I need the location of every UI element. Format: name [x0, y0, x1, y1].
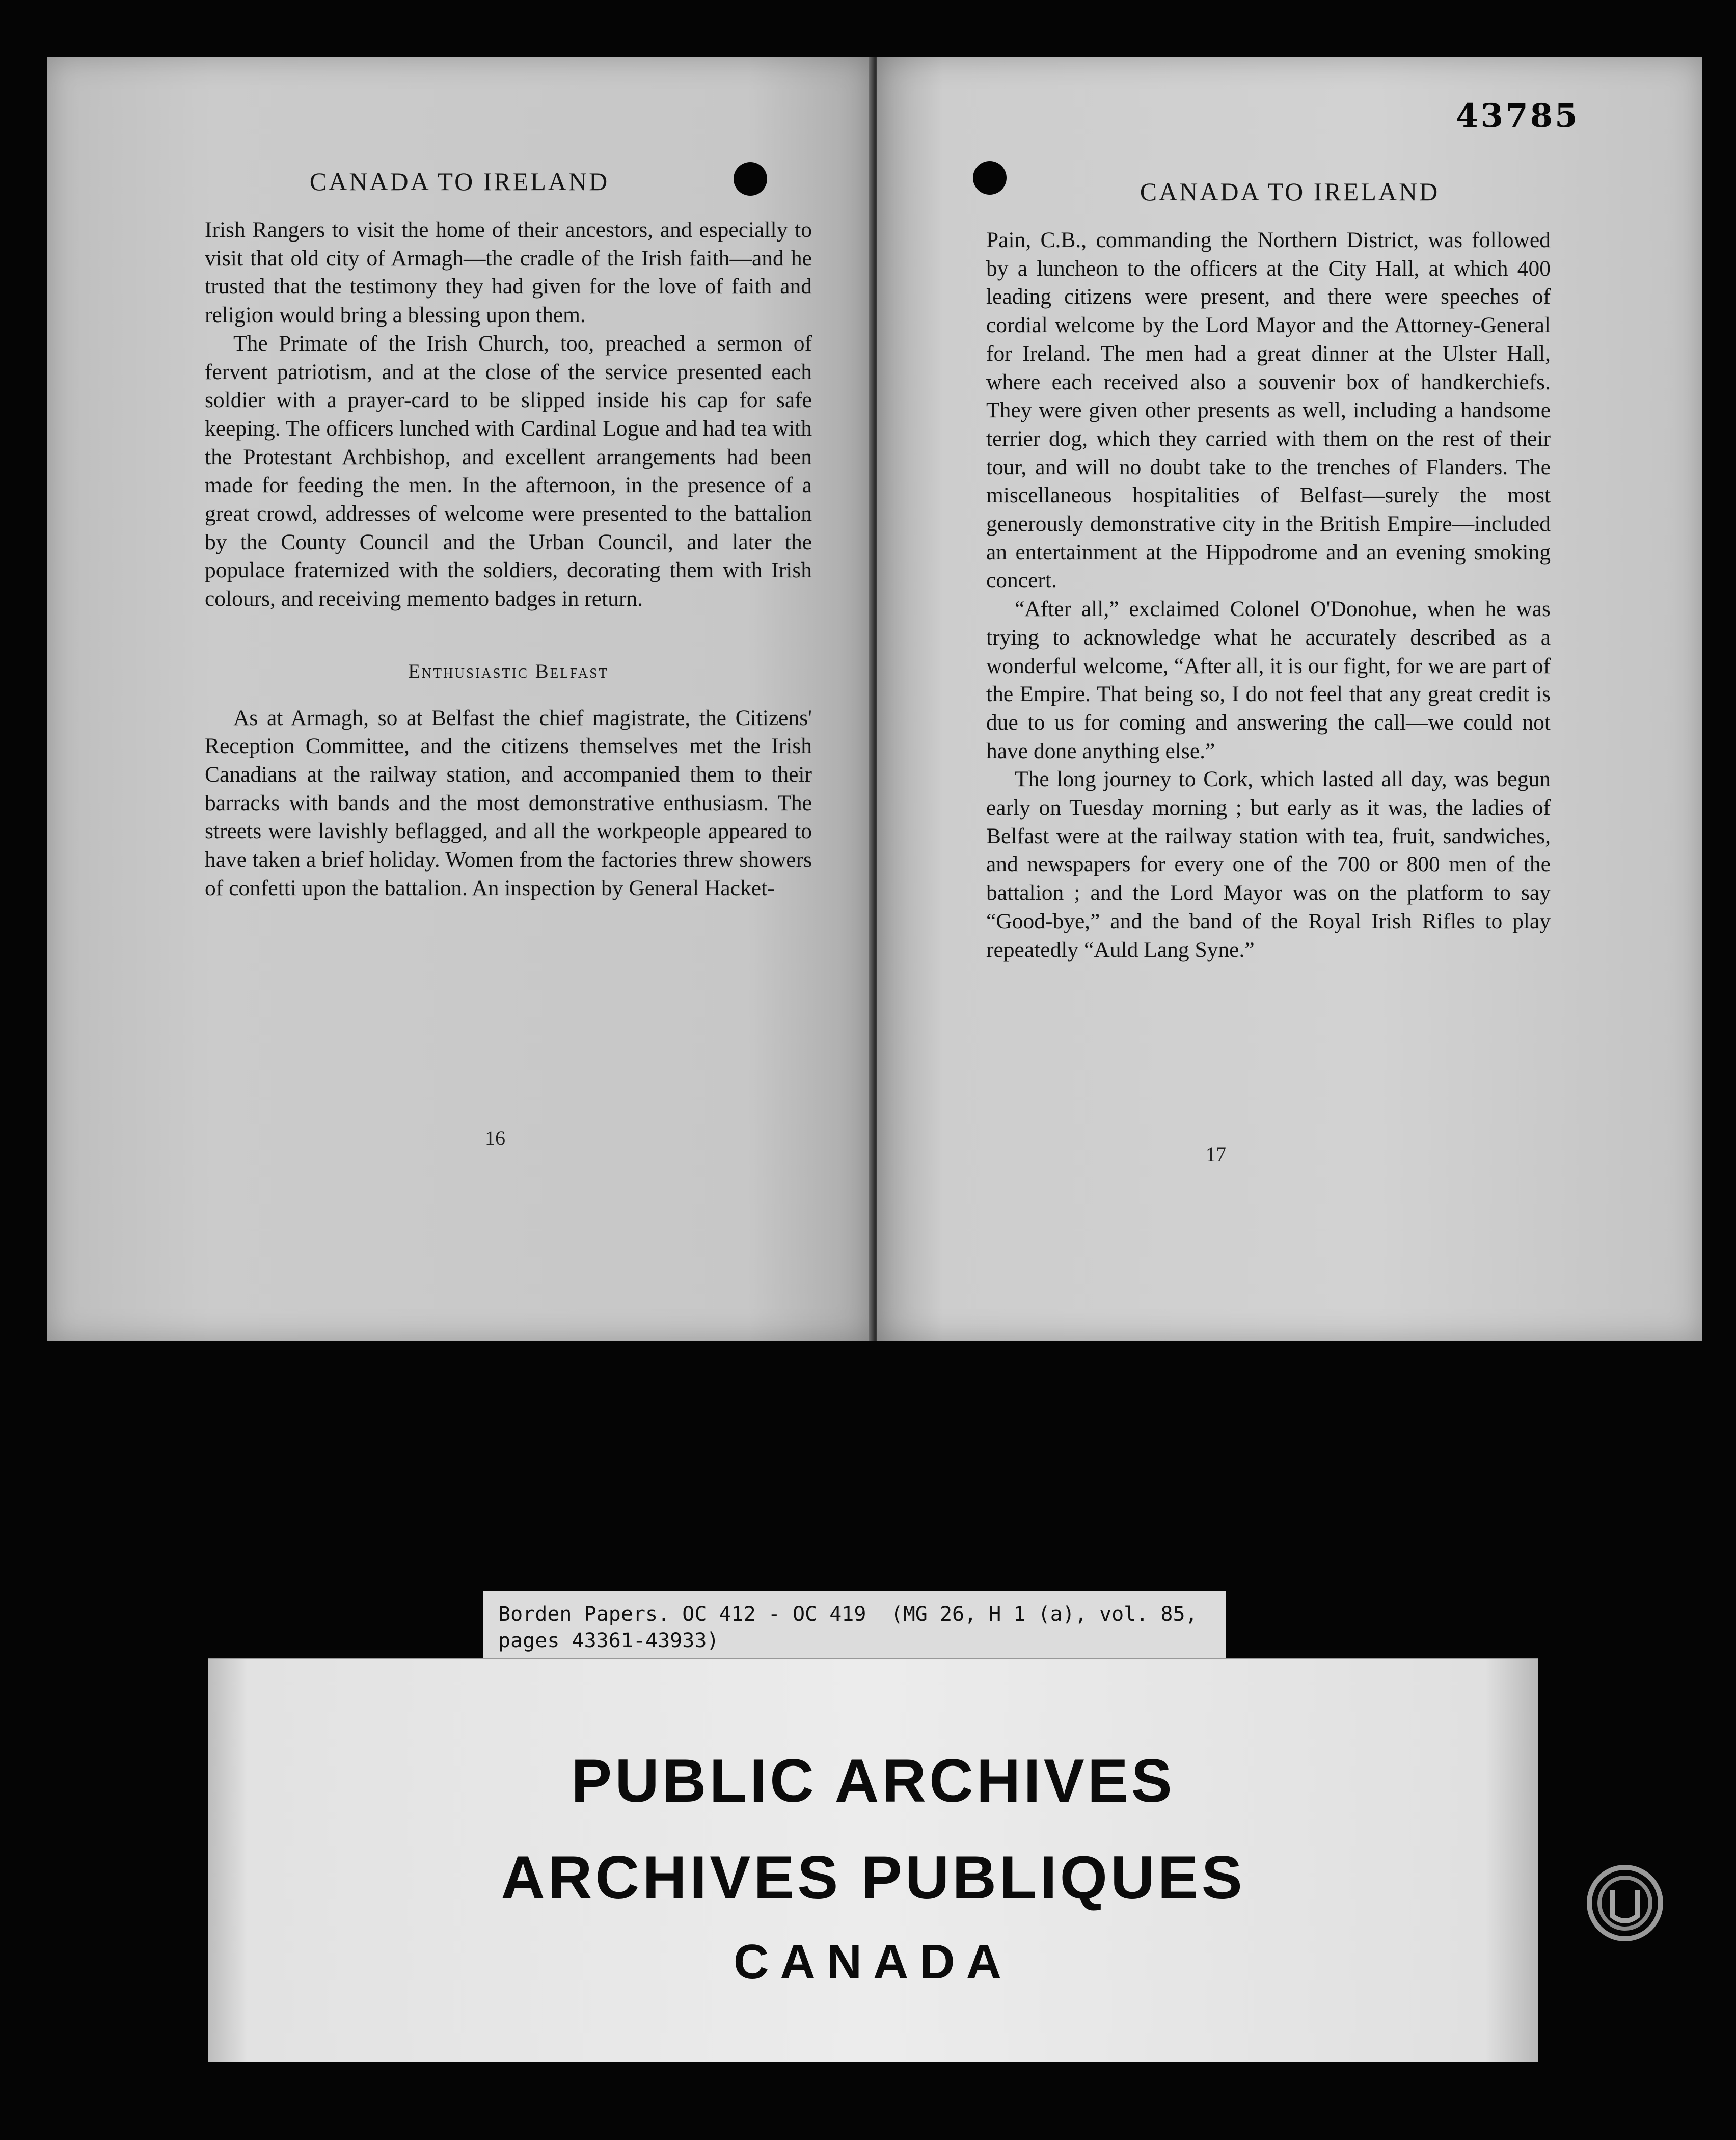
card-title-french: ARCHIVES PUBLIQUES [501, 1843, 1245, 1912]
right-page-number: 17 [1206, 1143, 1226, 1166]
right-paragraphs [986, 226, 1551, 964]
right-running-head: CANADA TO IRELAND [1140, 177, 1440, 206]
right-book-page [877, 57, 1702, 1341]
right-page-body [986, 226, 1551, 964]
left-punch-hole [734, 162, 767, 196]
left-paragraphs-before-heading [205, 216, 812, 613]
paragraph: Pain, C.B., commanding the Northern District, was followed by a luncheon to the officers at the City Hall, at which 400 leading citizens were present, and there were speeches of cordial welcome by the Lord Mayor and the Attorney-General for Ireland. The men had a great dinner at the Ulster Hall, where each received also a souvenir box of handkerchiefs. They were given other presents as well, including a handsome terrier dog, which they carried with them on the rest of their tour, and will no doubt take to the trenches of Flanders. The miscellaneous hospitalities of Belfast—surely the most generously demonstrative city in the British Empire—included an entertainment at the Hippodrome and an evening smoking concert. [986, 228, 1551, 593]
card-title-english: PUBLIC ARCHIVES [571, 1747, 1175, 1815]
left-running-head: CANADA TO IRELAND [309, 167, 610, 196]
reference-line-1: Borden Papers. OC 412 - OC 419 (MG 26, H 1 (a), vol. 85, [498, 1602, 1198, 1626]
right-punch-hole [973, 161, 1007, 195]
left-page-number: 16 [485, 1127, 505, 1149]
left-paragraphs-after-heading [205, 704, 812, 903]
paragraph: The Primate of the Irish Church, too, preached a sermon of fervent patriotism, and at the close of the service presented each soldier with a prayer-card to be slipped inside his cap for safe keeping. The officers lunched with Cardinal Logue and had tea with the Protestant Archbishop, and excellent arrangements had been made for feeding the men. In the afternoon, in the presence of a great crowd, addresses of welcome were presented to the battalion by the County Council and the Urban Council, and later the populace fraternized with the soldiers, decorating them with Irish colours, and receiving memento badges in return. [205, 331, 812, 611]
left-book-page [47, 57, 872, 1341]
archive-seal-icon [1584, 1862, 1666, 1944]
left-page-body [205, 216, 812, 902]
paragraph: The long journey to Cork, which lasted all day, was begun early on Tuesday morning ; but early as it was, the ladies of Belfast were at the railway station with tea, fruit, sandwiches, and newspapers for every one of the 700 or 800 men of the battalion ; and the Lord Mayor was on the platform to say “Good-bye,” and the band of the Royal Irish Rifles to play repeatedly “Auld Lang Syne.” [986, 767, 1551, 962]
archive-target-card [208, 1658, 1538, 2062]
reference-label [483, 1591, 1226, 1667]
paragraph: Irish Rangers to visit the home of their ancestors, and especially to visit that old city of Armagh—the cradle of the Irish faith—and he trusted that the testimony they had given for the love of faith and religion would bring a blessing upon them. [205, 218, 812, 328]
paragraph: “After all,” exclaimed Colonel O'Donohue, when he was trying to acknowledge what he accurately described as a wonderful welcome, “After all, it is our fight, for we are part of the Empire. That being so, I do not feel that any great credit is due to us for coming and answering the call—we could not have done anything else.” [986, 597, 1551, 763]
reference-line-2: pages 43361-43933) [498, 1629, 719, 1652]
archive-page-number: 43785 [1456, 97, 1580, 135]
paragraph: As at Armagh, so at Belfast the chief magistrate, the Citizens' Reception Committee, and the citizens themselves met the Irish Canadians at the railway station, and accompanied them to their barracks with bands and the most demonstrative enthusiasm. The streets were lavishly beflagged, and all the workpeople appeared to have taken a brief holiday. Women from the factories threw showers of confetti upon the battalion. An inspection by General Hacket- [205, 705, 812, 900]
section-heading: Enthusiastic Belfast [408, 660, 609, 682]
card-country: CANADA [734, 1935, 1013, 1989]
